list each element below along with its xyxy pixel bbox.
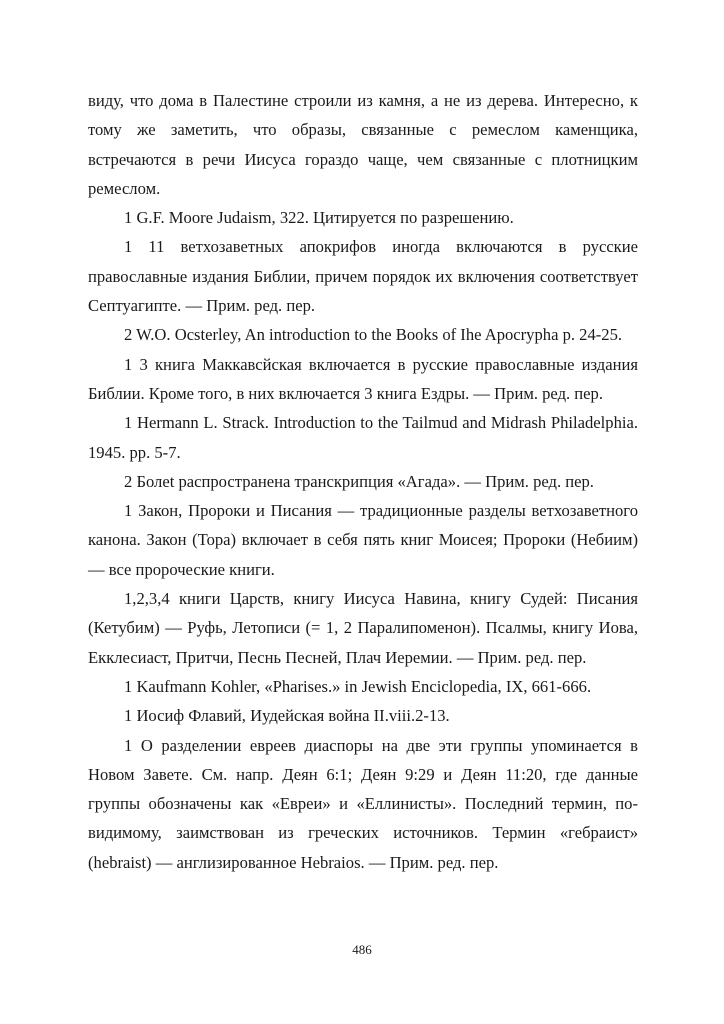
footnote: 1 Иосиф Флавий, Иудейская война II.viii.2-13. bbox=[124, 706, 450, 726]
footnote: 1 Закон, Пророки и Писания — традиционные разделы ветхозаветного канона. Закон (Тора) включает в себя пять книг Моисея; Пророки (Небиим) — все пророческие книги. bbox=[88, 501, 638, 579]
body-text bbox=[88, 86, 638, 877]
footnote: 1 Hermann L. Strack. Introduction to the Tailmud and Midrash Philadelphia. 1945. pp. 5-7. bbox=[88, 413, 638, 462]
footnote: 1 3 книга Маккавсйская включается в русские православные издания Библии. Кроме того, в них включается 3 книга Ездры. — Прим. ред. пер. bbox=[88, 354, 638, 403]
page-number: 486 bbox=[352, 942, 372, 957]
footnote: 1 G.F. Moore Judaism, 322. Цитируется по разрешению. bbox=[124, 208, 514, 228]
footnote: 1 Kaufmann Kohler, «Pharises.» in Jewish Enciclopedia, IX, 661-666. bbox=[124, 676, 592, 696]
footnote: 2 W.O. Ocsterley, An introduction to the Books of Ihe Apocrypha p. 24-25. bbox=[124, 325, 623, 345]
footnote: 2 Болеt распространена транскрипция «Агада». — Прим. ред. пер. bbox=[124, 471, 594, 491]
footnote: 1 11 ветхозаветных апокрифов иногда включаются в русские православные издания Библии, причем порядок их включения соответствует Септуагипте. — Прим. ред. пер. bbox=[88, 237, 638, 316]
paragraph-continuation: виду, что дома в Палестине строили из камня, а не из дерева. Интересно, к тому же заметить, что образы, связанные с ремеслом каменщика, встречаются в речи Иисуса гораздо чаще, чем связанные с плотницким ремеслом. bbox=[88, 91, 638, 198]
footnote: 1 О разделении евреев диаспоры на две эти группы упоминается в Новом Завете. См. напр. Деян 6:1; Деян 9:29 и Деян 11:20, где данные группы обозначены как «Евреи» и «Еллинисты». Последний термин, по-видимому, заимствован из греческих источников. Термин «гебраист» (hebraist) — англизированное Hebraios. — Прим. ред. пер. bbox=[88, 735, 638, 872]
footnote: 1,2,3,4 книги Царств, книгу Иисуса Навина, книгу Судей: Писания (Кетубим) — Руфь, Летописи (= 1, 2 Паралипоменон). Псалмы, книгу Иова, Екклесиаст, Притчи, Песнь Песней, Плач Иеремии. — Прим. ред. пер. bbox=[88, 589, 638, 667]
